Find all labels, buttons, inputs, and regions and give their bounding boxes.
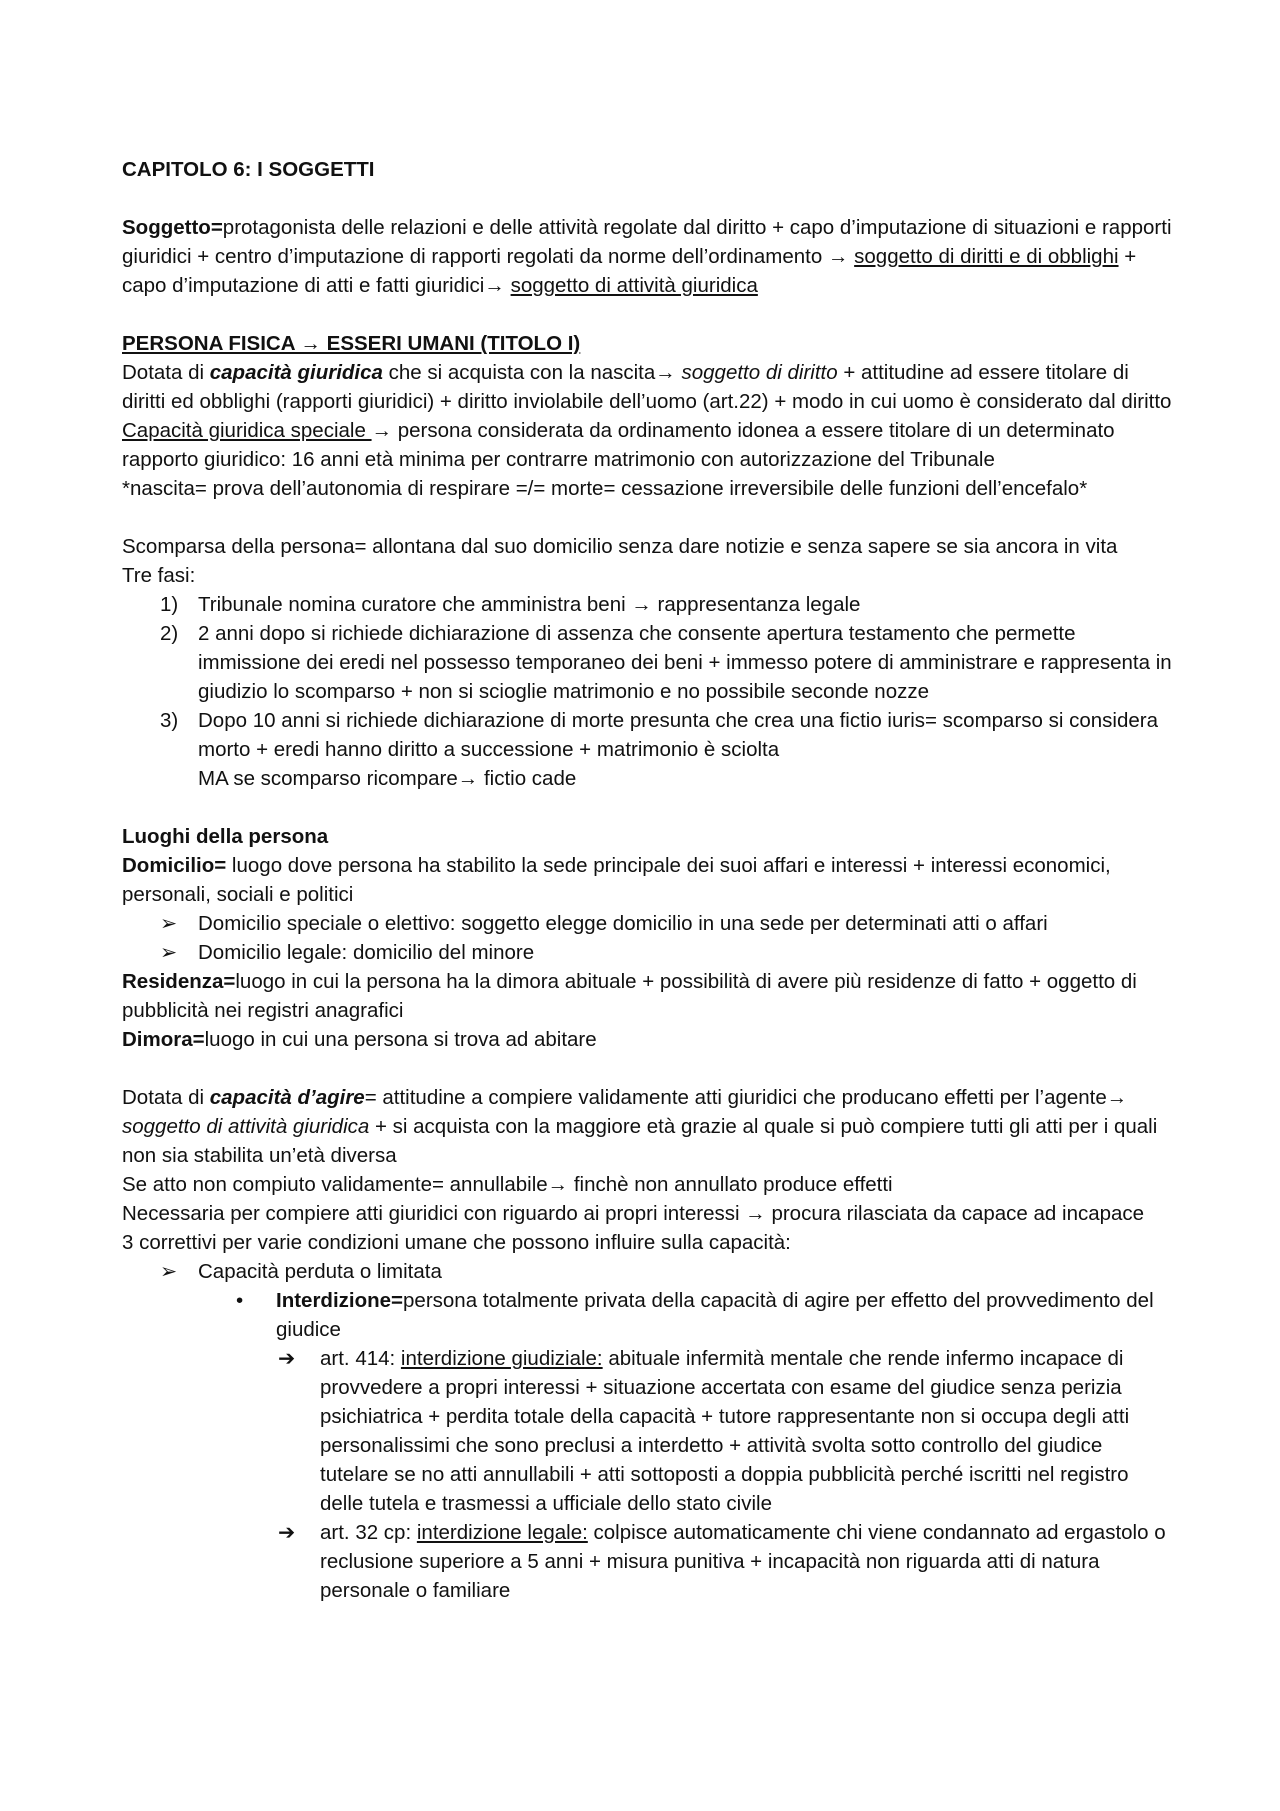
arrowhead-bullet-icon: ➢ <box>160 912 178 935</box>
document-page <box>122 155 1172 1605</box>
list-item <box>122 909 1172 938</box>
chapter-title: CAPITOLO 6: I SOGGETTI <box>122 158 375 181</box>
correttivi-paragraph: 3 correttivi per varie condizioni umane che possono influire sulla capacità: <box>122 1231 791 1254</box>
capacita-agire-term: capacità d’agire <box>209 1086 365 1109</box>
soggetto-link-diritti: soggetto di diritti e di obblighi <box>854 245 1119 268</box>
arrowhead-bullet-icon: ➢ <box>160 1260 178 1283</box>
spacer <box>122 300 1172 329</box>
capacita-speciale-term: Capacità giuridica speciale <box>122 419 372 442</box>
spacer <box>122 184 1172 213</box>
spacer <box>122 1054 1172 1083</box>
text-span: MA se scomparso ricompare→ fictio cade <box>198 767 577 790</box>
text-span: persona considerata da ordinamento idonea a essere titolare di un determinato rapporto giuridico: 16 anni età minima per contrarre matrimonio con autorizzazione del Tribunale <box>122 419 1115 471</box>
list-item-text: Domicilio speciale o elettivo: soggetto elegge domicilio in una sede per determinati atti o affari <box>198 912 1048 935</box>
text-span: + si acquista con la maggiore età grazie al quale si può compiere tutti gli atti per i quali non sia stabilita un’età diversa <box>122 1115 1158 1167</box>
text-span: art. 32 cp: <box>320 1521 417 1544</box>
capacita-giuridica-paragraph <box>122 358 1172 416</box>
list-item-text <box>198 706 1172 793</box>
list-number: 3) <box>160 709 179 732</box>
tre-fasi-label: Tre fasi: <box>122 564 196 587</box>
text-span: che si acquista con la nascita <box>382 361 656 384</box>
nascita-note: *nascita= prova dell’autonomia di respirare =/= morte= cessazione irreversibile delle funzioni dell’encefalo* <box>122 477 1088 500</box>
list-item-text: 2 anni dopo si richiede dichiarazione di assenza che consente apertura testamento che permette immissione dei eredi nel possesso temporaneo dei beni + immesso potere di amministrare e rappresenta in giudizio lo scomparso + non si scioglie matrimonio e no possibile seconde nozze <box>198 622 1172 703</box>
list-item <box>122 1344 1172 1518</box>
arrow-icon: → <box>827 245 849 268</box>
list-item-text <box>320 1518 1172 1605</box>
list-item <box>122 938 1172 967</box>
list-item <box>122 590 1172 619</box>
arrow-icon: → <box>655 361 676 384</box>
dimora-term: Dimora= <box>122 1028 205 1051</box>
text-span: luogo dove persona ha stabilito la sede principale dei suoi affari e interessi + interessi economici, personali, sociali e politici <box>122 854 1111 906</box>
list-item <box>122 1518 1172 1605</box>
domicilio-paragraph <box>122 851 1172 909</box>
procura-paragraph: Necessaria per compiere atti giuridici con riguardo ai propri interessi → procura rilasciata da capace ad incapace <box>122 1202 1145 1225</box>
spacer <box>122 503 1172 532</box>
capacita-giuridica-term: capacità giuridica <box>209 361 383 384</box>
text-span: abituale infermità mentale che rende infermo incapace di provvedere a propri interessi + situazione accertata con esame del giudice senza perizia psichiatrica + perdita totale della capacità + tutore rappresentante non si occupa degli atti personalissimi che sono preclusi a interdetto + attività svolta sotto controllo del giudice tutelare se no atti annullabili + atti sottoposti a doppia pubblicità perché iscritti nel registro delle tutela e trasmessi a ufficiale dello stato civile <box>320 1347 1130 1515</box>
capacita-speciale-paragraph <box>122 416 1172 474</box>
soggetto-link-attivita: soggetto di attività giuridica <box>510 274 758 297</box>
soggetto-text-2: + capo d’imputazione di atti e fatti giuridici <box>122 245 1137 297</box>
text-span: art. 414: <box>320 1347 401 1370</box>
list-item-text: Capacità perduta o limitata <box>198 1260 442 1283</box>
residenza-paragraph <box>122 967 1172 1025</box>
residenza-term: Residenza= <box>122 970 236 993</box>
luoghi-heading: Luoghi della persona <box>122 825 329 848</box>
text-span: luogo in cui la persona ha la dimora abituale + possibilità di avere più residenze di fatto + oggetto di pubblicità nei registri anagrafici <box>122 970 1137 1022</box>
interdizione-giudiziale-term: interdizione giudiziale: <box>400 1347 603 1370</box>
arrow-bullet-icon: ➔ <box>278 1521 296 1544</box>
soggetto-di-diritto-italic: soggetto di diritto <box>675 361 838 384</box>
list-item <box>122 706 1172 793</box>
arrow-icon: → <box>484 274 505 297</box>
soggetto-text-1: protagonista delle relazioni e delle attività regolate dal diritto + capo d’imputazione di situazioni e rapporti giuridici + centro d’imputazione di rapporti regolati da norme dell’ordinamento <box>122 216 1172 268</box>
text-span: + attitudine ad essere titolare di diritti ed obblighi (rapporti giuridici) + diritto inviolabile dell’uomo (art.22) + modo in cui uomo è considerato dal diritto <box>122 361 1172 413</box>
soggetto-paragraph <box>122 213 1172 300</box>
text-span: Dotata di <box>122 361 210 384</box>
list-item-text <box>276 1286 1172 1344</box>
list-item <box>122 1286 1172 1344</box>
annullabile-paragraph: Se atto non compiuto validamente= annullabile→ finchè non annullato produce effetti <box>122 1173 893 1196</box>
list-number: 1) <box>160 593 179 616</box>
text-span: colpisce automaticamente chi viene condannato ad ergastolo o reclusione superiore a 5 anni + misura punitiva + incapacità non riguarda atti di natura personale o familiare <box>320 1521 1166 1602</box>
text-span: persona totalmente privata della capacità di agire per effetto del provvedimento del giudice <box>276 1289 1154 1341</box>
list-item-text: Tribunale nomina curatore che amministra beni → rappresentanza legale <box>198 593 861 616</box>
list-item <box>122 619 1172 706</box>
interdizione-term: Interdizione= <box>276 1289 404 1312</box>
soggetto-term: Soggetto= <box>122 216 223 239</box>
text-span: = attitudine a compiere validamente atti giuridici che producano effetti per l’agente <box>364 1086 1107 1109</box>
capacita-agire-paragraph <box>122 1083 1172 1170</box>
arrow-icon: → <box>371 419 393 442</box>
text-span: Dopo 10 anni si richiede dichiarazione di morte presunta che crea una fictio iuris= scomparso si considera morto + eredi hanno diritto a successione + matrimonio è sciolta <box>198 709 1159 761</box>
persona-fisica-heading: PERSONA FISICA → ESSERI UMANI (TITOLO I) <box>122 332 581 355</box>
dimora-paragraph <box>122 1025 1172 1054</box>
list-number: 2) <box>160 622 179 645</box>
domicilio-term: Domicilio= <box>122 854 227 877</box>
dot-bullet-icon: • <box>236 1289 244 1312</box>
soggetto-attivita-italic: soggetto di attività giuridica <box>122 1115 370 1138</box>
spacer <box>122 793 1172 822</box>
arrow-bullet-icon: ➔ <box>278 1347 296 1370</box>
arrowhead-bullet-icon: ➢ <box>160 941 178 964</box>
list-item <box>122 1257 1172 1286</box>
interdizione-legale-term: interdizione legale: <box>416 1521 588 1544</box>
arrow-icon: → <box>1106 1086 1128 1109</box>
text-span: luogo in cui una persona si trova ad abitare <box>204 1028 597 1051</box>
text-span: Dotata di <box>122 1086 210 1109</box>
scomparsa-paragraph: Scomparsa della persona= allontana dal suo domicilio senza dare notizie e senza sapere se sia ancora in vita <box>122 535 1118 558</box>
list-item-text: Domicilio legale: domicilio del minore <box>198 941 535 964</box>
list-item-text <box>320 1344 1172 1518</box>
